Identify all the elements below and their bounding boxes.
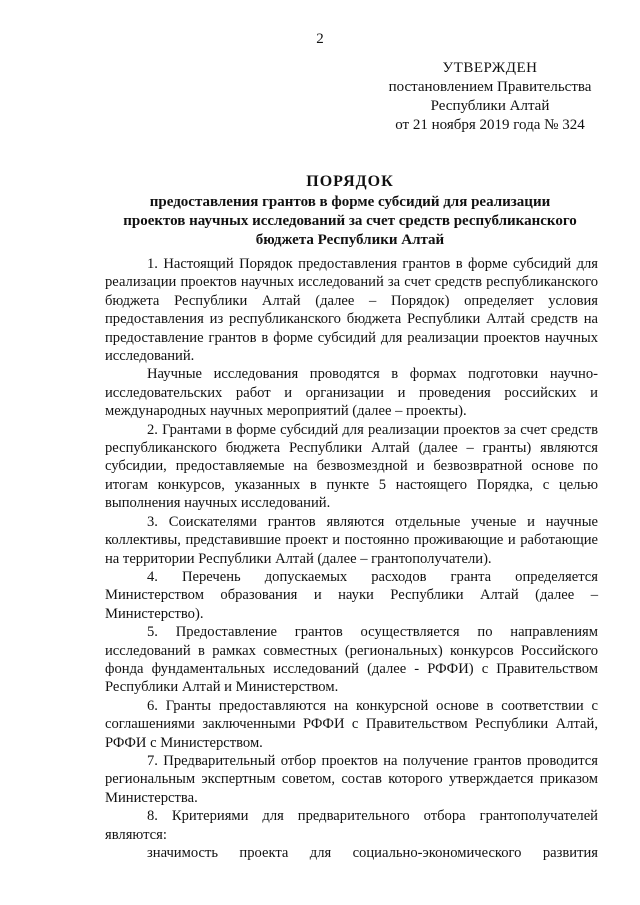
paragraph: 5. Предоставление грантов осуществляется по направлениям исследований в рамках совместных (региональных) конкурсов Российского фонда фундаментальных исследований (далее - РФФИ) с Правительством Республики Алтай и Министерством.: [105, 624, 598, 696]
paragraph: 7. Предварительный отбор проектов на получение грантов проводится региональным экспертным советом, состав которого утверждается приказом Министерства.: [105, 752, 598, 806]
document-subtitle-line: проектов научных исследований за счет средств республиканского: [123, 213, 577, 229]
document-heading: [90, 172, 610, 250]
page-number: 2: [316, 31, 324, 47]
paragraph: 8. Критериями для предварительного отбора грантополучателей являются:: [105, 808, 598, 843]
paragraph: 6. Гранты предоставляются на конкурсной основе в соответствии с соглашениями заключенными РФФИ с Правительством Республики Алтай, РФФИ с Министерством.: [105, 697, 598, 751]
approval-title: УТВЕРЖДЕН: [442, 60, 538, 76]
approval-stamp: [378, 59, 602, 135]
document-title: ПОРЯДОК: [306, 173, 394, 190]
paragraph: 2. Грантами в форме субсидий для реализации проектов за счет средств республиканского бюджета Республики Алтай (далее – гранты) являются субсидии, предоставляемые на безвозмездной и безвозвратной основе по итогам конкурсов, указанных в пункте 5 настоящего Порядка, с целью выполнения научных исследований.: [105, 421, 598, 512]
paragraph: Научные исследования проводятся в формах подготовки научно-исследовательских работ и организации и проведения российских и международных научных мероприятий (далее – проекты).: [105, 366, 598, 420]
paragraph: 4. Перечень допускаемых расходов гранта определяется Министерством образования и науки Республики Алтай (далее – Министерство).: [105, 568, 598, 622]
approval-line: от 21 ноября 2019 года № 324: [395, 117, 585, 133]
approval-line: постановлением Правительства: [388, 79, 592, 95]
document-subtitle-line: предоставления грантов в форме субсидий для реализации: [149, 194, 551, 210]
paragraph: значимость проекта для социально-экономического развития: [147, 845, 598, 861]
approval-line: Республики Алтай: [430, 98, 550, 114]
paragraph: 1. Настоящий Порядок предоставления грантов в форме субсидий для реализации проектов научных исследований за счет средств республиканского бюджета Республики Алтай (далее – Порядок) определяет условия предоставления из республиканского бюджета Республики Алтай средств на предоставление грантов в форме субсидий для реализации проектов научных исследований.: [105, 256, 598, 365]
document-subtitle-line: бюджета Республики Алтай: [255, 232, 445, 248]
document-body: [105, 255, 598, 862]
paragraph: 3. Соискателями грантов являются отдельные ученые и научные коллективы, представившие проект и постоянно проживающие и работающие на территории Республики Алтай (далее – грантополучатели).: [105, 513, 598, 567]
